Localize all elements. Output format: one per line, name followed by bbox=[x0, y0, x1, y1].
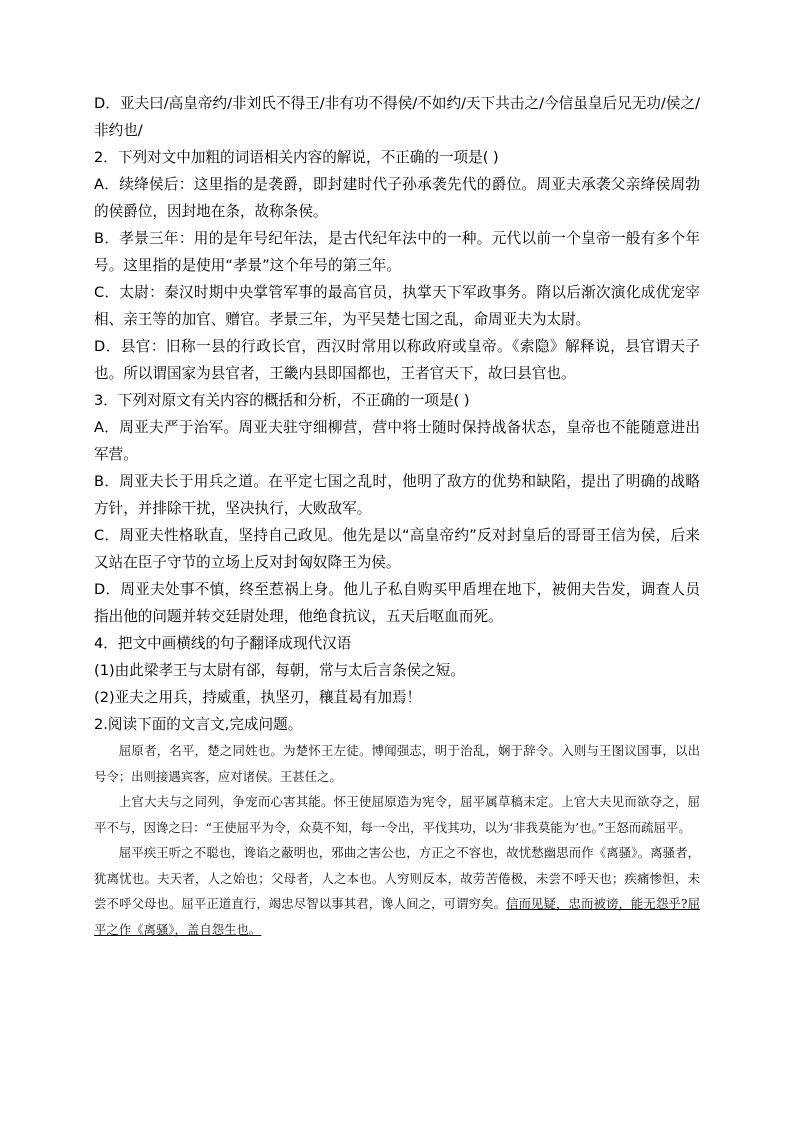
passage-paragraph-3 bbox=[94, 840, 700, 942]
passage-paragraph-1: 屈原者，名平，楚之同姓也。为楚怀王左徒。博闻强志，明于治乱，娴于辞令。入则与王图议国事，以出号令；出则接遇宾客，应对诸侯。王甚任之。 bbox=[94, 743, 700, 784]
q1-option-d: D．亚夫曰/高皇帝约/非刘氏不得王/非有功不得侯/不如约/天下共击之/今信虽皇后兄无功/侯之/非约也/ bbox=[94, 95, 700, 139]
q3-option-d: D．周亚夫处事不慎，终至惹祸上身。他儿子私自购买甲盾埋在地下，被佣夫告发，调查人员指出他的问题并转交廷尉处理，他绝食抗议，五天后呕血而死。 bbox=[94, 581, 700, 625]
q2-option-b: B．孝景三年：用的是年号纪年法，是古代纪年法中的一种。元代以前一个皇帝一般有多个年号。这里指的是使用“孝景”这个年号的第三年。 bbox=[94, 230, 700, 274]
q3-option-b: B．周亚夫长于用兵之道。在平定七国之乱时，他明了敌方的优势和缺陷，提出了明确的战略方针，并排除干扰，坚决执行，大败敌军。 bbox=[94, 473, 700, 517]
section2-heading: 2.阅读下面的文言文,完成问题。 bbox=[94, 716, 303, 733]
q4-sentence-2: (2)亚夫之用兵，持威重，执坚刃，穰苴曷有加焉！ bbox=[94, 689, 422, 706]
q3-stem: 3．下列对原文有关内容的概括和分析，不正确的一项是( ) bbox=[94, 392, 470, 409]
q4-sentence-1: (1)由此梁孝王与太尉有郤，每朝，常与太后言条侯之短。 bbox=[94, 662, 465, 679]
q2-option-d: D．县官：旧称一县的行政长官，西汉时常用以称政府或皇帝。《索隐》解释说，县官谓天子也。所以谓国家为县官者，王畿内县即国都也，王者官天下，故曰县官也。 bbox=[94, 338, 700, 382]
q3-option-c: C．周亚夫性格耿直，坚持自己政见。他先是以“高皇帝约”反对封皇后的哥哥王信为侯，后来又站在臣子守节的立场上反对封匈奴降王为侯。 bbox=[94, 527, 700, 571]
q3-option-a: A．周亚夫严于治军。周亚夫驻守细柳营，营中将士随时保持战备状态，皇帝也不能随意进出军营。 bbox=[94, 419, 700, 463]
q2-option-a: A．续绛侯后：这里指的是袭爵，即封建时代子孙承袭先代的爵位。周亚夫承袭父亲绛侯周勃的侯爵位，因封地在条，故称条侯。 bbox=[94, 176, 700, 220]
q2-stem: 2．下列对文中加粗的词语相关内容的解说，不正确的一项是( ) bbox=[94, 149, 499, 166]
q2-option-c: C．太尉：秦汉时期中央掌管军事的最高官员，执掌天下军政事务。隋以后渐次演化成优宠宰相、亲王等的加官、赠官。孝景三年，为平吴楚七国之乱，命周亚夫为太尉。 bbox=[94, 284, 700, 328]
q4-stem: 4．把文中画横线的句子翻译成现代汉语 bbox=[94, 635, 352, 652]
passage-paragraph-2: 上官大夫与之同列，争宠而心害其能。怀王使屈原造为宪令，屈平属草稿未定。上官大夫见而欲夺之，屈平不与，因谗之曰：“王使屈平为令，众莫不知，每一令出，平伐其功，以为‘非我莫能为’也。”王怒而疏屈平。 bbox=[94, 794, 700, 835]
passage-paragraph-3-text: 屈平疾王听之不聪也，谗谄之蔽明也，邪曲之害公也，方正之不容也，故忧愁幽思而作《离骚》。离骚者，犹离忧也。夫天者，人之始也；父母者，人之本也。人穷则反本，故劳苦倦极，未尝不呼天也；疾痛惨怛，未尝不呼父母也。屈平正道直行，竭忠尽智以事其君，谗人间之，可谓穷矣。 bbox=[94, 845, 700, 911]
underlined-sentence: 信而见疑，忠而被谤，能无怨乎?屈平之作《离骚》，盖自怨生也。 bbox=[94, 896, 701, 937]
document-content bbox=[94, 90, 700, 942]
